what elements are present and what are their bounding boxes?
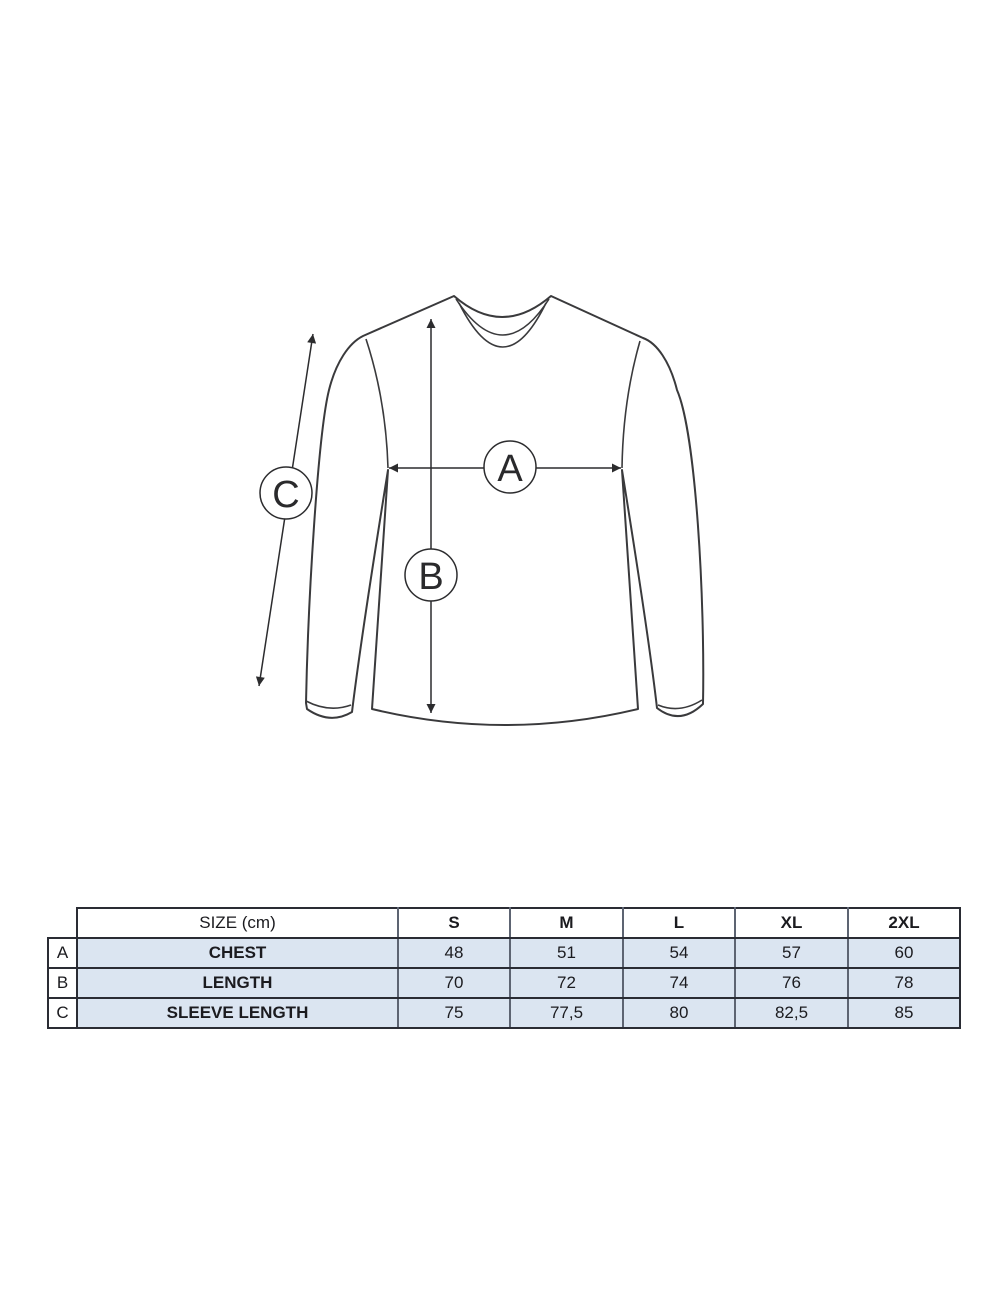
measurement-name-cell: SLEEVE LENGTH <box>77 998 398 1028</box>
measurement-value-cell: 70 <box>398 968 510 998</box>
size-table <box>47 907 961 1029</box>
measurement-value-cell: 48 <box>398 938 510 968</box>
measurement-value-cell: 57 <box>735 938 848 968</box>
measurement-value-cell: 80 <box>623 998 735 1028</box>
row-key-cell: B <box>48 968 77 998</box>
size-header-cell: SIZE (cm) <box>77 908 398 938</box>
table-row-sleeve-length <box>48 998 960 1028</box>
measurement-value-cell: 85 <box>848 998 960 1028</box>
measure-label-a: A <box>497 448 523 490</box>
size-column-header-m: M <box>510 908 623 938</box>
size-column-header-s: S <box>398 908 510 938</box>
measurement-value-cell: 54 <box>623 938 735 968</box>
row-key-cell: A <box>48 938 77 968</box>
measurement-name-cell: CHEST <box>77 938 398 968</box>
table-row-chest <box>48 938 960 968</box>
measurement-value-cell: 75 <box>398 998 510 1028</box>
measurement-value-cell: 72 <box>510 968 623 998</box>
table-row-length <box>48 968 960 998</box>
measure-label-b: B <box>418 556 444 598</box>
row-key-cell: C <box>48 998 77 1028</box>
measurement-value-cell: 74 <box>623 968 735 998</box>
table-corner-spacer <box>48 908 77 938</box>
measurement-value-cell: 51 <box>510 938 623 968</box>
size-table-header-row <box>48 908 960 938</box>
measure-label-c: C <box>272 474 300 516</box>
measurement-value-cell: 60 <box>848 938 960 968</box>
measurement-name-cell: LENGTH <box>77 968 398 998</box>
measurement-value-cell: 77,5 <box>510 998 623 1028</box>
measurement-value-cell: 82,5 <box>735 998 848 1028</box>
measurement-value-cell: 78 <box>848 968 960 998</box>
shirt-body-outline <box>306 296 703 725</box>
size-column-header-2xl: 2XL <box>848 908 960 938</box>
size-column-header-l: L <box>623 908 735 938</box>
size-column-header-xl: XL <box>735 908 848 938</box>
measurement-value-cell: 76 <box>735 968 848 998</box>
